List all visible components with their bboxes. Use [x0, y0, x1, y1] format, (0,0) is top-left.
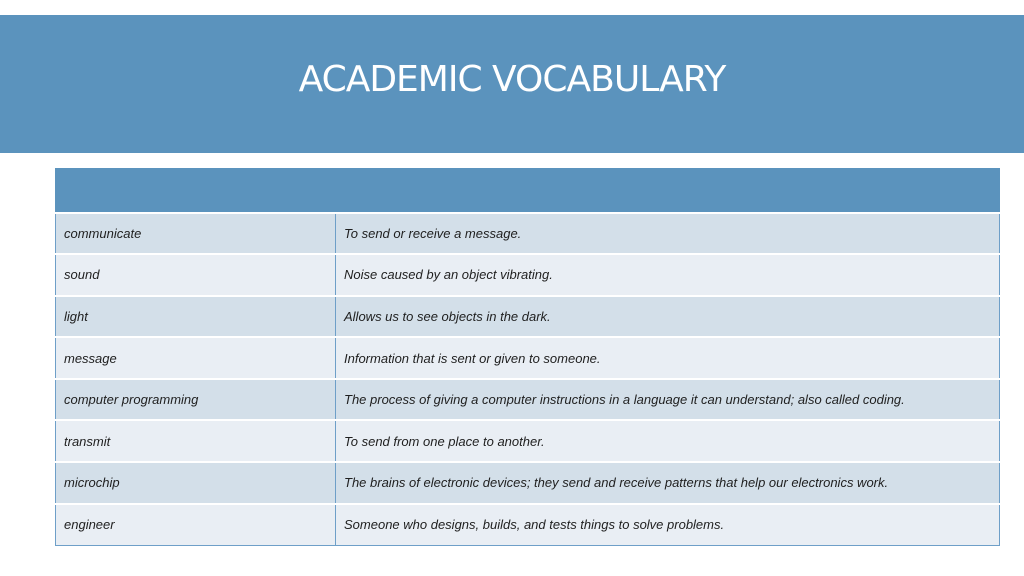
term-cell: microchip [56, 462, 336, 504]
definition-cell: Someone who designs, builds, and tests things to solve problems. [336, 504, 1000, 546]
term-cell: computer programming [56, 379, 336, 421]
term-cell: light [56, 296, 336, 338]
table-row [56, 337, 1000, 379]
header-definition [336, 169, 1000, 213]
table-row [56, 462, 1000, 504]
term-cell: communicate [56, 213, 336, 255]
title-band [0, 15, 1024, 153]
term-cell: transmit [56, 420, 336, 462]
table-row [56, 420, 1000, 462]
term-cell: sound [56, 254, 336, 296]
definition-cell: Noise caused by an object vibrating. [336, 254, 1000, 296]
definition-cell: Information that is sent or given to someone. [336, 337, 1000, 379]
header-term [56, 169, 336, 213]
definition-cell: Allows us to see objects in the dark. [336, 296, 1000, 338]
table-header-row [56, 169, 1000, 213]
table-row [56, 213, 1000, 255]
definition-cell: The brains of electronic devices; they send and receive patterns that help our electronics work. [336, 462, 1000, 504]
page-title: ACADEMIC VOCABULARY [298, 58, 726, 100]
table-row [56, 379, 1000, 421]
vocabulary-table [55, 168, 1000, 546]
table-row [56, 296, 1000, 338]
definition-cell: The process of giving a computer instructions in a language it can understand; also called coding. [336, 379, 1000, 421]
table-row [56, 504, 1000, 546]
term-cell: message [56, 337, 336, 379]
definition-cell: To send or receive a message. [336, 213, 1000, 255]
term-cell: engineer [56, 504, 336, 546]
definition-cell: To send from one place to another. [336, 420, 1000, 462]
table-row [56, 254, 1000, 296]
